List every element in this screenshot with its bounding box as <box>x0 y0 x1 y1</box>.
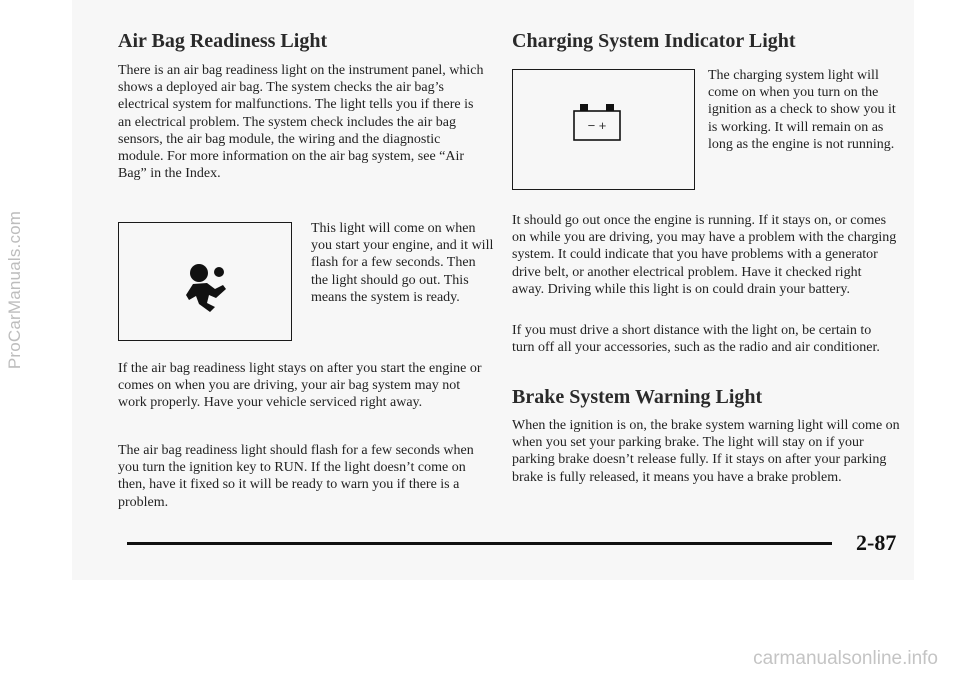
battery-symbol: − + <box>587 118 607 133</box>
airbag-section-title: Air Bag Readiness Light <box>118 30 328 52</box>
airbag-paragraph-4: The air bag readiness light should flash for a few seconds when you turn the ignition key to RUN. If the light doesn’t come on then, have it fixed so it will be ready to warn you if there is a problem. <box>118 443 474 510</box>
charging-light-paragraph: The charging system light will come on when you turn on the ignition as a check to show you it is working. It will remain on as long as the engine is not running. <box>708 68 896 152</box>
side-watermark-text: ProCarManuals.com <box>5 210 24 370</box>
airbag-light-paragraph: This light will come on when you start your engine, and it will flash for a few seconds. Then the light should go out. This means the system is ready. <box>311 221 494 305</box>
brake-paragraph: When the ignition is on, the brake system warning light will come on when you set your parking brake. The light will stay on if your parking brake doesn’t release fully. If it stays on after your parking brake is fully released, it means you have a brake problem. <box>512 418 900 485</box>
airbag-paragraph-3: If the air bag readiness light stays on after you start the engine or comes on when you are driving, your air bag system may not work properly. Have your vehicle serviced right away. <box>118 361 482 411</box>
airbag-occupant-icon <box>119 223 293 342</box>
battery-icon <box>513 70 696 191</box>
left-column <box>118 30 494 510</box>
airbag-intro-paragraph: There is an air bag readiness light on the instrument panel, which shows a deployed air bag. The system checks the air bag’s electrical system for malfunctions. The light tells you if there is an electrical problem. The system check includes the air bag sensors, the air bag module, the wiring and the diagnostic module. For more information on the air bag system, see “Air Bag” in the Index. <box>118 63 484 182</box>
footer-rule <box>127 542 832 545</box>
right-column <box>512 30 902 485</box>
airbag-light-figure <box>118 222 292 341</box>
charging-paragraph-2: It should go out once the engine is running. If it stays on, or comes on while you are driving, you may have a problem with the charging system. It could indicate that you have problems with a generator drive belt, or another electrical problem. Have it checked right away. Driving while this light is on could drain your battery. <box>512 213 897 297</box>
charging-light-figure <box>512 69 695 190</box>
brake-section-title: Brake System Warning Light <box>512 386 763 408</box>
bottom-watermark: carmanualsonline.info <box>753 648 938 669</box>
page-number: 2-87 <box>856 530 897 555</box>
charging-section-title: Charging System Indicator Light <box>512 30 796 52</box>
side-watermark <box>0 0 30 580</box>
charging-paragraph-3: If you must drive a short distance with the light on, be certain to turn off all your accessories, such as the radio and air conditioner. <box>512 323 880 356</box>
